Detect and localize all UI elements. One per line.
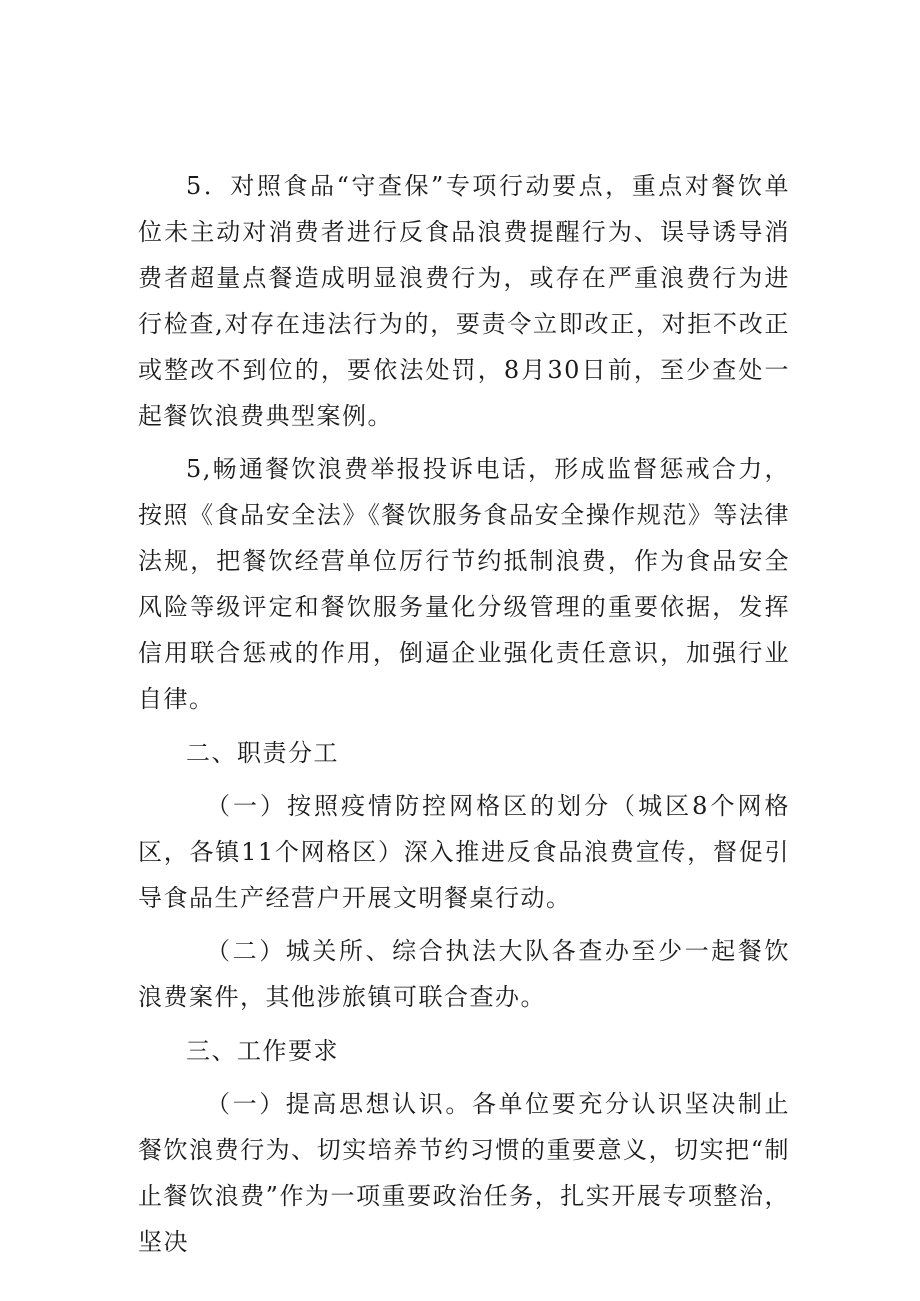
document-body	[138, 163, 790, 1265]
paragraph-grid-areas: （一）按照疫情防控网格区的划分（城区8个网格区，各镇11个网格区）深入推进反食品浪费宣传，督促引导食品生产经营户开展文明餐桌行动。	[138, 792, 790, 912]
paragraph-awareness: （一）提高思想认识。各单位要充分认识坚决制止餐饮浪费行为、切实培养节约习惯的重要意义，切实把“制止餐饮浪费”作为一项重要政治任务，扎实开展专项整治，坚决	[138, 1090, 790, 1256]
paragraph-case-handling: （二）城关所、综合执法大队各查办至少一起餐饮浪费案件，其他涉旅镇可联合查办。	[138, 937, 790, 1011]
paragraph-item-5-check: 5．对照食品“守查保”专项行动要点，重点对餐饮单位未主动对消费者进行反食品浪费提醒行为、误导诱导消费者超量点餐造成明显浪费行为，或存在严重浪费行为进行检查,对存在违法行为的，要责令立即改正，对拒不改正或整改不到位的，要依法处罚，8月30日前，至少查处一起餐饮浪费典型案例。	[138, 172, 790, 430]
section-heading-responsibilities: 二、职责分工	[186, 739, 339, 767]
section-heading-requirements: 三、工作要求	[186, 1037, 339, 1065]
paragraph-complaint-hotline: 5,畅通餐饮浪费举报投诉电话，形成监督惩戒合力，按照《食品安全法》《餐饮服务食品安全操作规范》等法律法规，把餐饮经营单位厉行节约抵制浪费，作为食品安全风险等级评定和餐饮服务量化分级管理的重要依据，发挥信用联合惩戒的作用，倒逼企业强化责任意识，加强行业自律。	[138, 455, 790, 713]
